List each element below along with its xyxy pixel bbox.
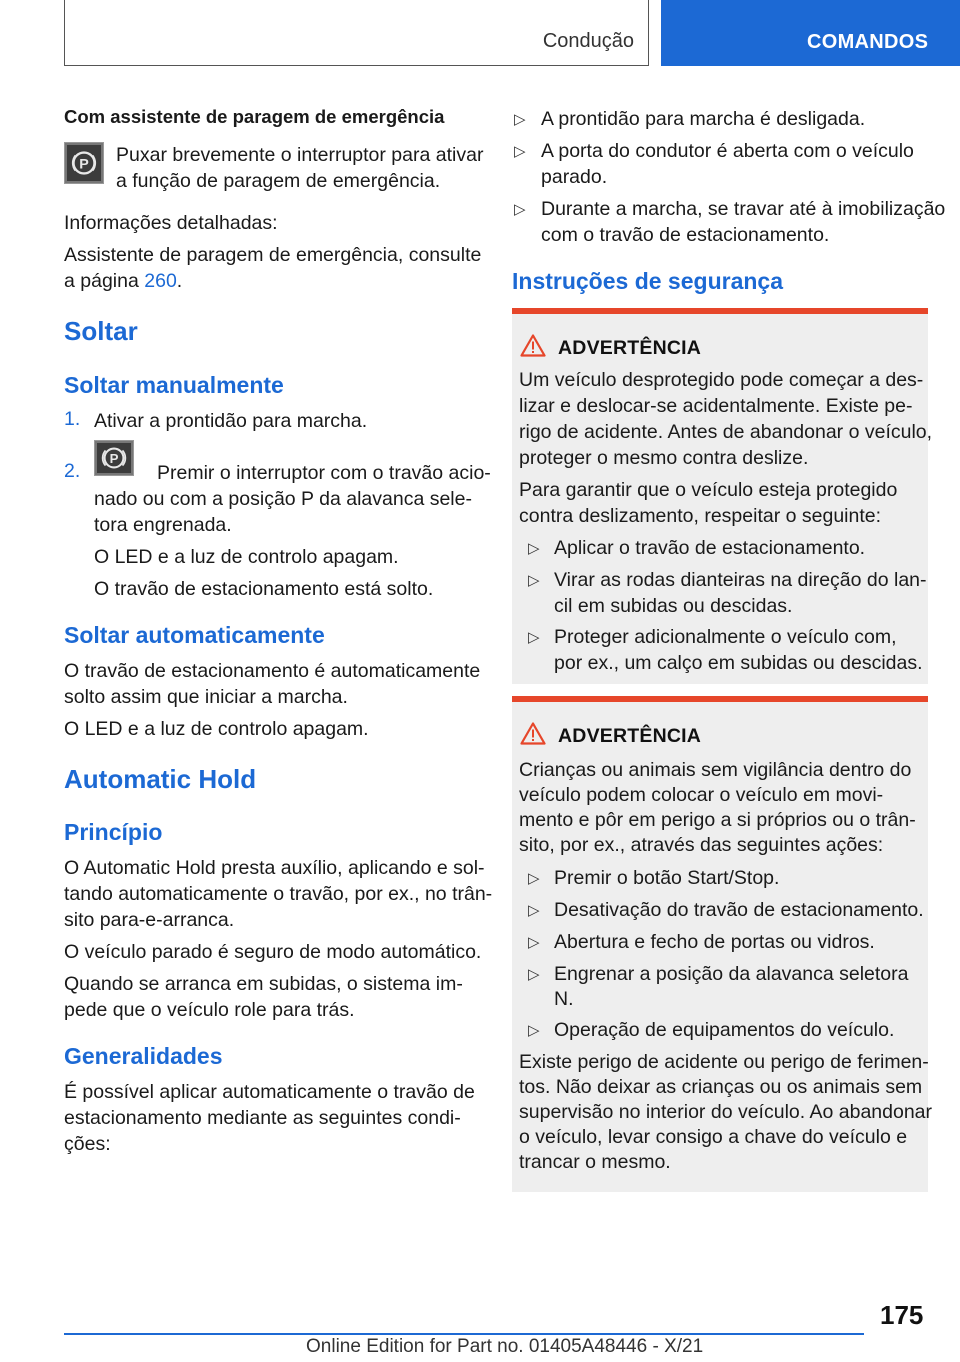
triangle-bullet-icon: ▷ (528, 902, 540, 919)
condition-2-line1: A porta do condutor é aberta com o veículo (541, 140, 914, 162)
warning-1-title: ADVERTÊNCIA (558, 337, 702, 359)
step2-result1: O LED e a luz de controlo apagam. (94, 546, 399, 568)
step-number: 2. (64, 460, 81, 482)
warning-1-line2: lizar e deslocar-se acidentalmente. Existe pe- (519, 395, 913, 417)
warning-1-bullet-2-line1: Virar as rodas dianteiras na direção do lan- (554, 569, 927, 591)
auto-line3: O LED e a luz de controlo apagam. (64, 718, 369, 740)
triangle-bullet-icon: ▷ (514, 201, 526, 218)
general-line1: É possível aplicar automaticamente o travão de (64, 1081, 475, 1103)
triangle-bullet-icon: ▷ (528, 572, 540, 589)
emergency-text-line2: a função de paragem de emergência. (116, 170, 441, 192)
warning-2-bullet-2: Desativação do travão de estacionamento. (554, 899, 924, 921)
warning-2-bullet-4-line2: N. (554, 988, 574, 1010)
step-number: 1. (64, 408, 81, 430)
warning-2-title: ADVERTÊNCIA (558, 725, 702, 747)
subsection-title-generalidades: Generalidades (64, 1043, 223, 1069)
footer-edition: Online Edition for Part no. 01405A48446 - X/21 (306, 1336, 704, 1357)
info-line2: a página 260. (64, 270, 183, 292)
info-label: Informações detalhadas: (64, 212, 278, 234)
safety-title: Instruções de segurança (512, 268, 783, 294)
principio-line1: O Automatic Hold presta auxílio, aplicando e sol- (64, 857, 485, 879)
svg-text:P: P (79, 156, 89, 173)
warning-1-line6: contra deslizamento, respeitar o seguinte: (519, 505, 882, 527)
header-section-box (64, 0, 649, 66)
header-section-title: Condução (542, 30, 634, 52)
warning-2-end-line3: supervisão no interior do veículo. Ao abandonar (519, 1101, 933, 1123)
triangle-bullet-icon: ▷ (528, 870, 540, 887)
general-line2: estacionamento mediante as seguintes condi- (64, 1107, 461, 1129)
warning-1-line4: proteger o mesmo contra deslize. (519, 447, 809, 469)
principio-line6: pede que o veículo role para trás. (64, 999, 355, 1021)
warning-triangle-icon (520, 334, 546, 357)
triangle-bullet-icon: ▷ (528, 934, 540, 951)
svg-text:P: P (109, 451, 119, 467)
step2-line3: tora engrenada. (94, 514, 232, 536)
condition-3-line2: com o travão de estacionamento. (541, 224, 830, 246)
condition-3-line1: Durante a marcha, se travar até à imobilização (541, 198, 946, 220)
section-title-soltar: Soltar (64, 316, 138, 346)
warning-1-bullet-1: Aplicar o travão de estacionamento. (554, 537, 866, 559)
step2-line1: Premir o interruptor com o travão acio- (157, 462, 491, 484)
section-title-automatic-hold: Automatic Hold (64, 764, 257, 794)
warning-2-bullet-3: Abertura e fecho de portas ou vidros. (554, 931, 875, 953)
condition-1: A prontidão para marcha é desligada. (541, 108, 866, 130)
subsection-title-manual: Soltar manualmente (64, 372, 284, 398)
warning-1-line5: Para garantir que o veículo esteja protegido (519, 479, 898, 501)
warning-2-end-line4: o veículo, levar consigo a chave do veículo e (519, 1126, 908, 1148)
warning-2-end-line1: Existe perigo de acidente ou perigo de ferimen- (519, 1051, 929, 1073)
header-chapter-title: COMANDOS (807, 31, 929, 53)
warning-1-bullet-3-line2: por ex., um calço em subidas ou descidas. (554, 652, 923, 674)
step2-result2: O travão de estacionamento está solto. (94, 578, 434, 600)
info-line1: Assistente de paragem de emergência, consulte (64, 244, 482, 266)
header-chapter-tab[interactable] (661, 0, 960, 66)
warning-triangle-icon (520, 722, 546, 745)
subsection-title-auto: Soltar automaticamente (64, 622, 325, 648)
triangle-bullet-icon: ▷ (514, 143, 526, 160)
warning-2-line4: sito, por ex., através das seguintes ações: (519, 834, 884, 856)
triangle-bullet-icon: ▷ (528, 540, 540, 557)
principio-line2: tando automaticamente o travão, por ex., no trân- (64, 883, 493, 905)
auto-line1: O travão de estacionamento é automaticamente (64, 660, 481, 682)
auto-line2: solto assim que iniciar a marcha. (64, 686, 348, 708)
triangle-bullet-icon: ▷ (514, 111, 526, 128)
emergency-heading: Com assistente de paragem de emergência (64, 106, 445, 127)
warning-1-line3: rigo de acidente. Antes de abandonar o veículo, (519, 421, 933, 443)
warning-1-line1: Um veículo desprotegido pode começar a des- (519, 369, 924, 391)
triangle-bullet-icon: ▷ (528, 629, 540, 646)
warning-1-bullet-3-line1: Proteger adicionalmente o veículo com, (554, 626, 897, 648)
condition-2-line2: parado. (541, 166, 608, 188)
warning-2-line1: Crianças ou animais sem vigilância dentro do (519, 759, 912, 781)
principio-line4: O veículo parado é seguro de modo automático. (64, 941, 482, 963)
warning-2-line2: veículo podem colocar o veículo em movi- (519, 784, 884, 806)
principio-line5: Quando se arranca em subidas, o sistema im- (64, 973, 463, 995)
triangle-bullet-icon: ▷ (528, 1022, 540, 1039)
warning-2-bullet-5: Operação de equipamentos do veículo. (554, 1019, 895, 1041)
warning-1-bullet-2-line2: cil em subidas ou descidas. (554, 595, 793, 617)
principio-line3: sito para-e-arranca. (64, 909, 235, 931)
parking-brake-switch-icon (94, 440, 134, 476)
subsection-title-principio: Princípio (64, 819, 163, 845)
step1-text: Ativar a prontidão para marcha. (94, 410, 368, 432)
general-line3: ções: (64, 1133, 111, 1155)
parking-brake-switch-icon (64, 142, 104, 184)
warning-2-end-line5: trancar o mesmo. (519, 1151, 671, 1173)
step2-line2: nado ou com a posição P da alavanca sele- (94, 488, 472, 510)
page-number: 175 (880, 1300, 924, 1330)
triangle-bullet-icon: ▷ (528, 966, 540, 983)
footer-divider (64, 1333, 864, 1335)
warning-2-line3: mento e pôr em perigo a si próprios ou o trân- (519, 809, 916, 831)
warning-2-bullet-1: Premir o botão Start/Stop. (554, 867, 780, 889)
warning-2-end-line2: tos. Não deixar as crianças ou os animais sem (519, 1076, 923, 1098)
page-link[interactable]: 260 (144, 270, 177, 292)
emergency-text-line1: Puxar brevemente o interruptor para ativar (116, 144, 484, 166)
warning-2-bullet-4-line1: Engrenar a posição da alavanca seletora (554, 963, 909, 985)
